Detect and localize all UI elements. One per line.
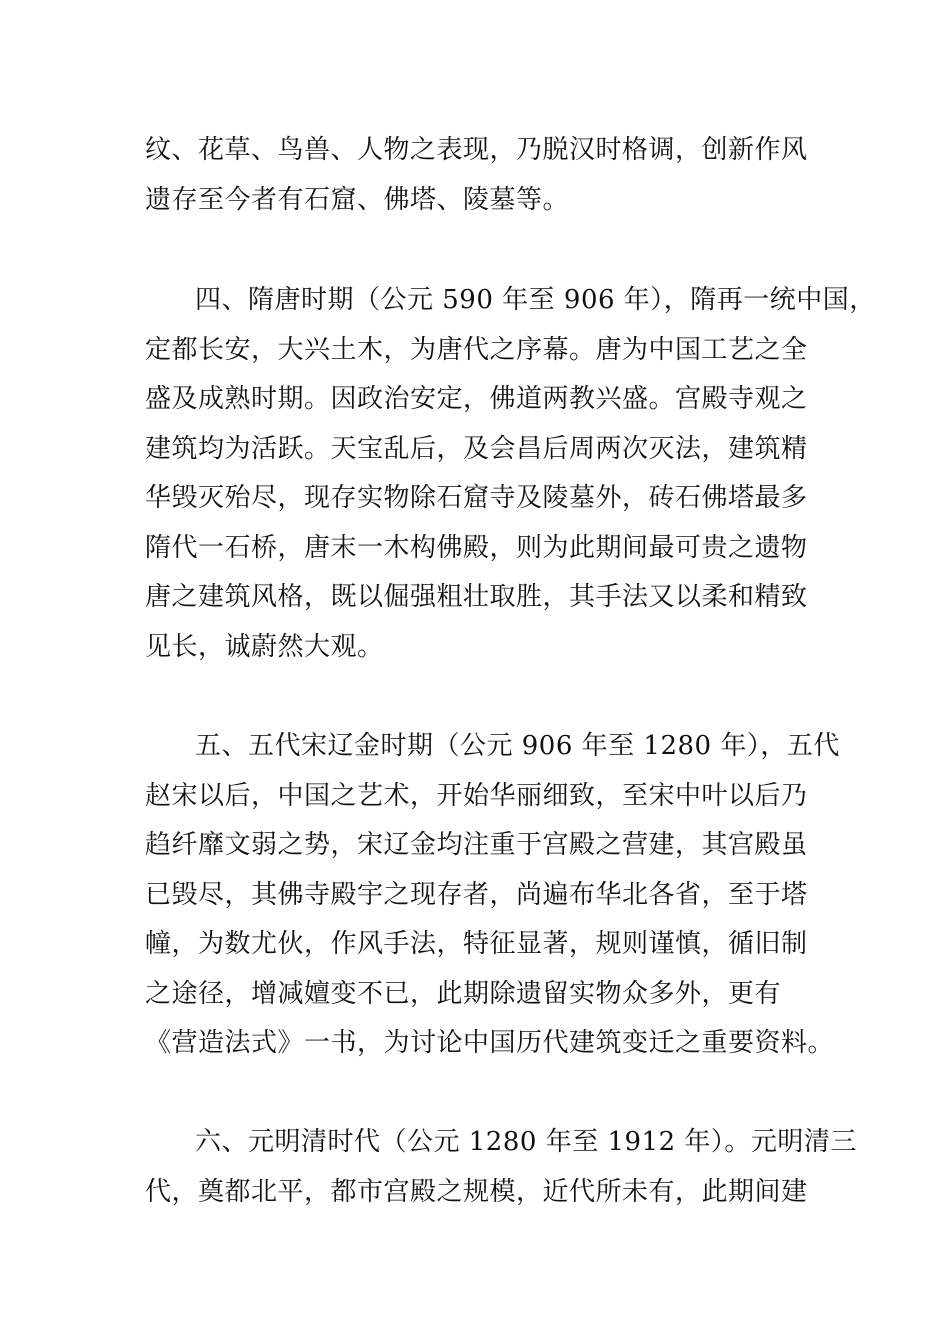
text-line: 纹、花草、鸟兽、人物之表现，乃脱汉时格调，创新作风 xyxy=(145,135,808,165)
text-line: 华毁灭殆尽，现存实物除石窟寺及陵墓外，砖石佛塔最多 xyxy=(145,483,808,513)
text-line: 之途径，增减嬗变不已，此期除遗留实物众多外，更有 xyxy=(145,978,782,1009)
text-line: 六、元明清时代（公元 1280 年至 1912 年）。元明清三 xyxy=(195,1127,857,1157)
text-line: 趋纤靡文弱之势，宋辽金均注重于宫殿之营建，其宫殿虽 xyxy=(145,830,808,860)
text-line: 见长，诚蔚然大观。 xyxy=(145,631,384,662)
paragraph-continuation xyxy=(145,126,817,225)
text-line: 已毁尽，其佛寺殿宇之现存者，尚遍布华北各省，至于塔 xyxy=(145,879,808,910)
text-line: 隋代一石桥，唐末一木构佛殿，则为此期间最可贵之遗物 xyxy=(145,532,808,563)
text-line: 五、五代宋辽金时期（公元 906 年至 1280 年），五代 xyxy=(195,731,840,761)
text-line: 定都长安，大兴土木，为唐代之序幕。唐为中国工艺之全 xyxy=(145,334,808,365)
paragraph-five-dynasties-song-liao-jin xyxy=(145,722,840,1069)
text-line: 四、隋唐时期（公元 590 年至 906 年），隋再一统中国， xyxy=(195,285,876,315)
text-line: 遗存至今者有石窟、佛塔、陵墓等。 xyxy=(145,184,570,215)
text-line: 赵宋以后，中国之艺术，开始华丽细致，至宋中叶以后乃 xyxy=(145,780,808,811)
paragraph-yuan-ming-qing xyxy=(145,1118,857,1217)
text-line: 《营造法式》一书，为讨论中国历代建筑变迁之重要资料。 xyxy=(145,1028,835,1058)
text-line: 代，奠都北平，都市宫殿之规模，近代所未有，此期间建 xyxy=(145,1176,808,1207)
paragraph-sui-tang xyxy=(145,276,876,672)
text-line: 幢，为数尤伙，作风手法，特征显著，规则谨慎，循旧制 xyxy=(145,929,808,959)
text-line: 唐之建筑风格，既以倔强粗壮取胜，其手法又以柔和精致 xyxy=(145,582,808,612)
text-line: 建筑均为活跃。天宝乱后，及会昌后周两次灭法，建筑精 xyxy=(145,433,808,464)
text-line: 盛及成熟时期。因政治安定，佛道两教兴盛。宫殿寺观之 xyxy=(145,384,808,414)
